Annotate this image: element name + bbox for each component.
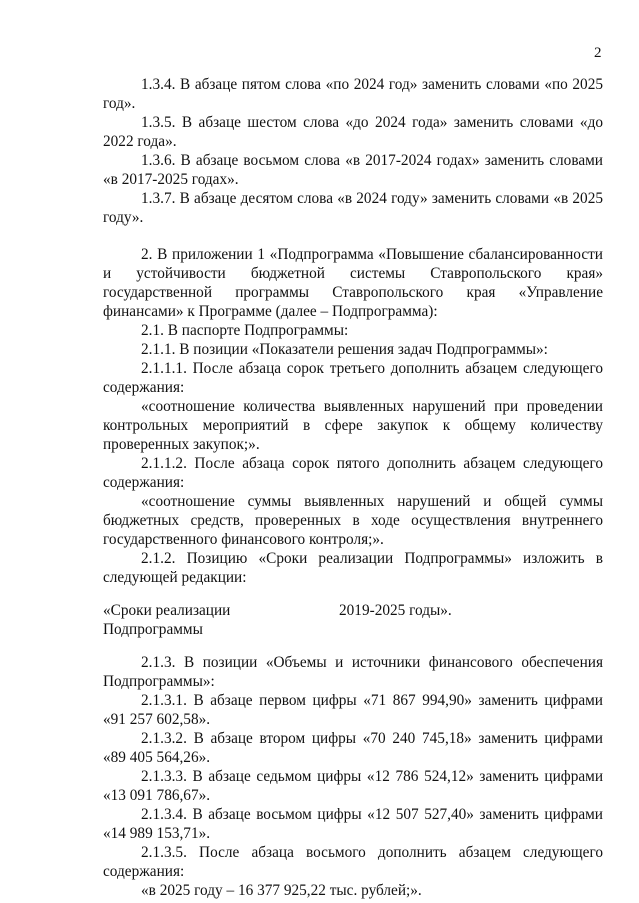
paragraph-1-3-6: 1.3.6. В абзаце восьмом слова «в 2017-2024 годах» заменить словами «в 2017-2025 годах». [103, 152, 603, 188]
page-number: 2 [594, 45, 602, 61]
quote-procurement: «соотношение количества выявленных нарушений при проведении контрольных мероприятий в сфере закупок к общему количеству проверенных закупок;». [103, 398, 603, 453]
paragraph-1-3-5: 1.3.5. В абзаце шестом слова «до 2024 года» заменить словами «до 2022 года». [103, 114, 603, 150]
quote-2025-amount: «в 2025 году – 16 377 925,22 тыс. рублей;». [141, 882, 422, 899]
quote-financial-control: «соотношение суммы выявленных нарушений и общей суммы бюджетных средств, проверенных в ходе осуществления внутреннего государственного финансового контроля;». [103, 493, 603, 548]
paragraph-2-1-3-2: 2.1.3.2. В абзаце втором цифры «70 240 745,18» заменить цифрами «89 405 564,26». [103, 730, 603, 766]
paragraph-2-1-3-3: 2.1.3.3. В абзаце седьмом цифры «12 786 524,12» заменить цифрами «13 091 786,67». [103, 768, 603, 804]
paragraph-1-3-4: 1.3.4. В абзаце пятом слова «по 2024 год» заменить словами «по 2025 год». [103, 76, 603, 112]
paragraph-2-1-2: 2.1.2. Позицию «Сроки реализации Подпрограммы» изложить в следующей редакции: [103, 550, 603, 586]
paragraph-2-1-1-2: 2.1.1.2. После абзаца сорок пятого дополнить абзацем следующего содержания: [103, 455, 603, 491]
paragraph-2-1-3-5: 2.1.3.5. После абзаца восьмого дополнить абзацем следующего содержания: [103, 844, 603, 880]
implementation-period-label [103, 601, 339, 639]
paragraph-2-1: 2.1. В паспорте Подпрограммы: [141, 322, 349, 339]
label-line-1: «Сроки реализации [103, 602, 231, 619]
implementation-period-row [103, 601, 603, 639]
paragraph-2: 2. В приложении 1 «Подпрограмма «Повышение сбалансированности и устойчивости бюджетной системы Ставропольского края» государственной программы Ставропольского края «Управление финансами» к Программе (далее – Подпрограмма): [103, 246, 603, 320]
paragraph-2-1-3: 2.1.3. В позиции «Объемы и источники финансового обеспечения Подпрограммы»: [103, 654, 603, 690]
document-body [103, 75, 603, 900]
paragraph-2-1-1: 2.1.1. В позиции «Показатели решения задач Подпрограммы»: [141, 341, 548, 358]
paragraph-2-1-1-1: 2.1.1.1. После абзаца сорок третьего дополнить абзацем следующего содержания: [103, 360, 603, 396]
paragraph-1-3-7: 1.3.7. В абзаце десятом слова «в 2024 году» заменить словами «в 2025 году». [103, 190, 603, 226]
paragraph-2-1-3-1: 2.1.3.1. В абзаце первом цифры «71 867 994,90» заменить цифрами «91 257 602,58». [103, 692, 603, 728]
implementation-period-value: 2019-2025 годы». [339, 602, 452, 619]
paragraph-2-1-3-4: 2.1.3.4. В абзаце восьмом цифры «12 507 527,40» заменить цифрами «14 989 153,71». [103, 806, 603, 842]
label-line-2: Подпрограммы [103, 621, 203, 638]
